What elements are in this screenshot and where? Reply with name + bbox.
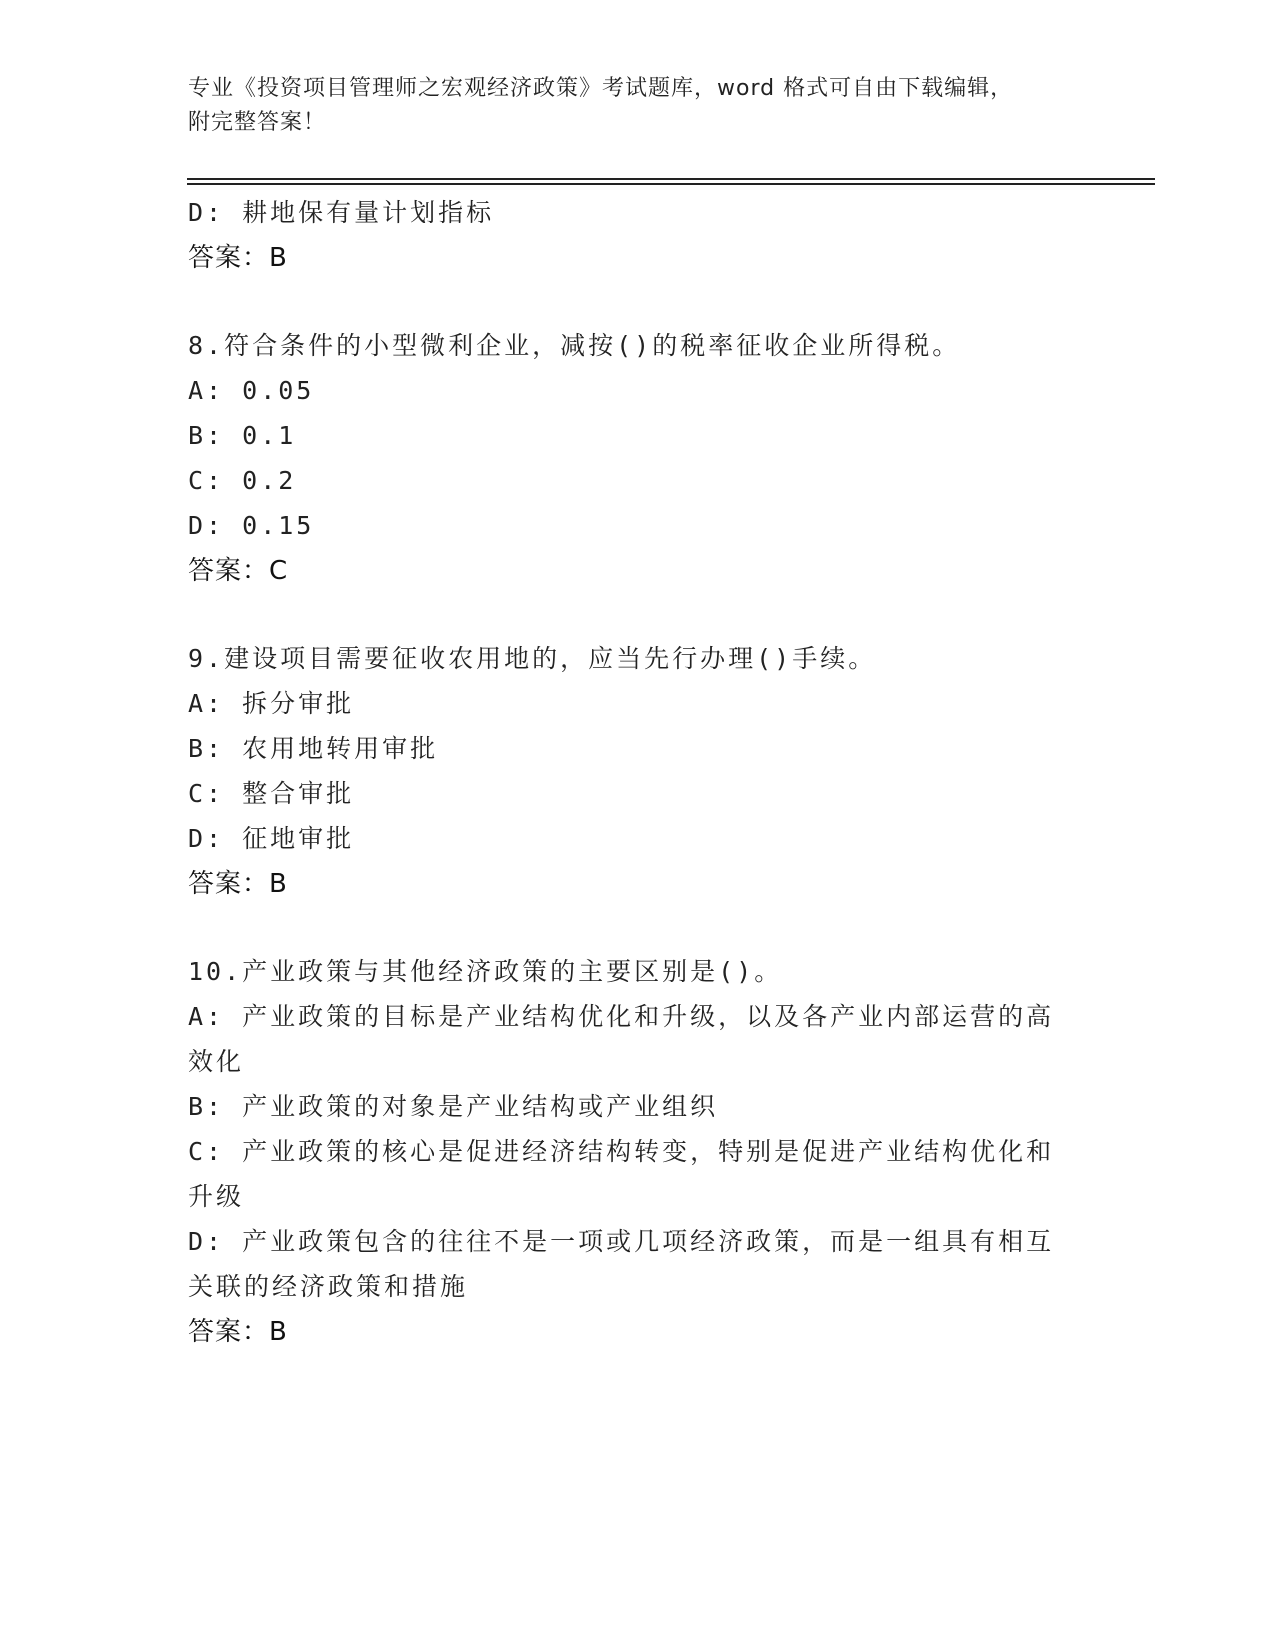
answer: 答案：B [188,243,288,273]
option-a: A: 0.05 [188,376,315,405]
option-c: C: 产业政策的核心是促进经济结构转变，特别是促进产业结构优化和 [188,1137,1055,1166]
document-header [188,72,1068,140]
option-c: C: 整合审批 [188,779,355,808]
option-d: D: 产业政策包含的往往不是一项或几项经济政策，而是一组具有相互 [188,1227,1055,1256]
option-d: D: 征地审批 [188,824,355,853]
question-content [188,190,1088,1355]
header-line-2: 附完整答案！ [188,110,327,135]
option-d: D: 0.15 [188,511,315,540]
answer: 答案：B [188,869,288,899]
option-c-continued: 升级 [188,1182,245,1211]
question-stem: 10.产业政策与其他经济政策的主要区别是()。 [188,957,783,986]
previous-question-tail [188,190,1088,281]
option-b: B: 产业政策的对象是产业结构或产业组织 [188,1092,719,1121]
question-stem: 9.建设项目需要征收农用地的，应当先行办理()手续。 [188,644,877,673]
answer: 答案：B [188,1317,288,1347]
question-stem: 8.符合条件的小型微利企业，减按()的税率征收企业所得税。 [188,331,961,360]
option-d-continued: 关联的经济政策和措施 [188,1272,469,1301]
answer: 答案：C [188,556,289,586]
option-d: D: 耕地保有量计划指标 [188,198,495,227]
header-divider-top [187,178,1155,180]
question-9 [188,636,1088,907]
header-line-1: 专业《投资项目管理师之宏观经济政策》考试题库，word 格式可自由下载编辑， [188,76,1014,101]
option-b: B: 农用地转用审批 [188,734,439,763]
question-10 [188,949,1088,1355]
option-b: B: 0.1 [188,421,297,450]
option-a: A: 产业政策的目标是产业结构优化和升级，以及各产业内部运营的高 [188,1002,1055,1031]
question-8 [188,323,1088,594]
header-divider-bottom [187,183,1155,185]
option-c: C: 0.2 [188,466,297,495]
option-a: A: 拆分审批 [188,689,355,718]
option-a-continued: 效化 [188,1047,245,1076]
